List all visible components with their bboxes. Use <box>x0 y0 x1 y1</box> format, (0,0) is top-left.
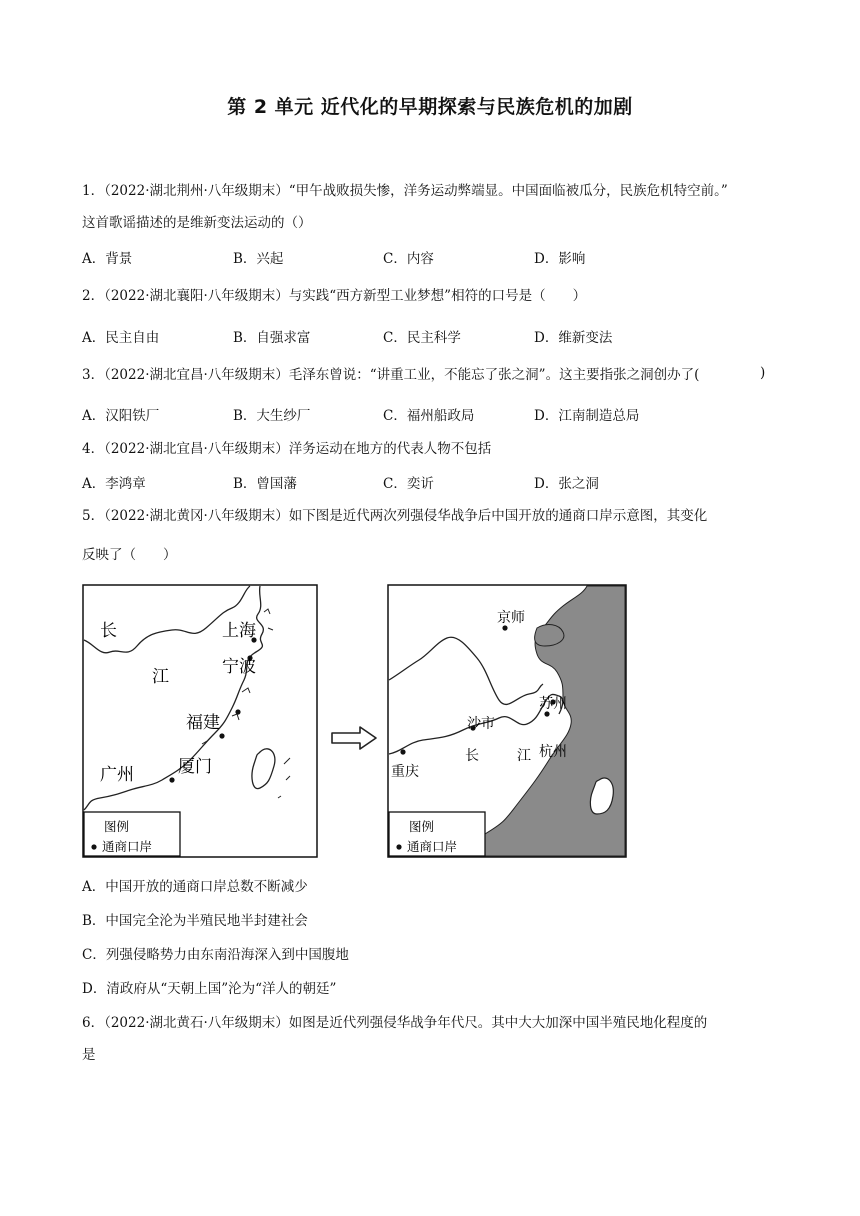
port-xiamen-dot <box>219 733 224 738</box>
option-b[interactable]: B．自强求富 <box>233 330 311 346</box>
question-3-stem: 3．（2022·湖北宜昌·八年级期末）毛泽东曾说：“讲重工业，不能忘了张之洞”。这主要指张之洞创办了( <box>82 367 700 383</box>
question-2-stem: 2．（2022·湖北襄阳·八年级期末）与实践“西方新型工业梦想”相符的口号是（ ） <box>82 288 587 304</box>
map-label: 长 <box>100 621 117 641</box>
option-d[interactable]: D．维新变法 <box>534 330 613 346</box>
port-hangzhou-dot <box>544 711 549 716</box>
question-1-stem: 1．（2022·湖北荆州·八年级期末）“甲午战败损失惨，洋务运动弊端显。中国面临被瓜分，民族危机特空前。” <box>82 183 728 199</box>
option-d[interactable]: D．江南制造总局 <box>534 408 640 424</box>
map-after <box>387 584 627 858</box>
legend-title: 图例 <box>104 819 130 834</box>
question-6-stem: 6．（2022·湖北黄石·八年级期末）如图是近代列强侵华战争年代尺。其中大大加深中国半殖民地化程度的 <box>82 1015 708 1031</box>
option-c[interactable]: C．奕䜣 <box>383 476 434 492</box>
option-d[interactable]: D．影响 <box>534 251 586 267</box>
map-label: 江 <box>517 748 531 764</box>
legend-item: 通商口岸 <box>102 839 153 854</box>
map-label: 重庆 <box>391 764 419 780</box>
map-label: 厦门 <box>178 757 212 777</box>
port-fuzhou-dot <box>235 709 240 714</box>
question-4-options <box>82 472 782 492</box>
question-5-stem-cont: 反映了（ ） <box>82 547 177 563</box>
map-label: 江 <box>152 667 169 687</box>
option-a[interactable]: A．李鸿章 <box>82 476 146 492</box>
option-c[interactable]: C．民主科学 <box>383 330 461 346</box>
map-label: 沙市 <box>467 716 495 732</box>
map-label: 上海 <box>222 621 256 641</box>
map-label: 杭州 <box>539 744 567 760</box>
option-d[interactable]: D．张之洞 <box>534 476 599 492</box>
page-title: 第 2 单元 近代化的早期探索与民族危机的加剧 <box>227 96 633 118</box>
map-label: 宁波 <box>222 657 256 677</box>
option-b[interactable]: B．大生纱厂 <box>233 408 311 424</box>
legend-title: 图例 <box>409 819 435 834</box>
map-label: 京师 <box>497 610 525 626</box>
legend-dot <box>91 844 96 849</box>
option-b[interactable]: B．兴起 <box>233 251 284 267</box>
port-guangzhou-dot <box>169 777 174 782</box>
option-a[interactable]: A．汉阳铁厂 <box>82 408 160 424</box>
port-chongqing-dot <box>400 749 405 754</box>
question-4-stem: 4．（2022·湖北宜昌·八年级期末）洋务运动在地方的代表人物不包括 <box>82 441 492 457</box>
legend-dot <box>396 844 401 849</box>
question-1-stem-cont: 这首歌谣描述的是维新变法运动的（） <box>82 215 312 231</box>
option-a[interactable]: A．民主自由 <box>82 330 160 346</box>
map-before <box>82 584 318 858</box>
option-b[interactable]: B．曾国藩 <box>233 476 297 492</box>
map-label: 长 <box>465 748 479 764</box>
right-arrow-icon <box>330 725 378 751</box>
port-jingshi-dot <box>502 625 507 630</box>
question-5-option-d[interactable]: D．清政府从“天朝上国”沦为“洋人的朝廷” <box>82 981 337 997</box>
question-5-option-c[interactable]: C．列强侵略势力由东南沿海深入到中国腹地 <box>82 947 349 963</box>
question-3-options <box>82 404 782 424</box>
question-2-options <box>82 326 782 346</box>
legend-item: 通商口岸 <box>407 839 458 854</box>
map-label: 苏州 <box>539 696 567 712</box>
map-label: 福建 <box>186 713 220 733</box>
map-label: 广州 <box>100 765 134 785</box>
question-5-option-b[interactable]: B．中国完全沦为半殖民地半封建社会 <box>82 913 308 929</box>
option-c[interactable]: C．内容 <box>383 251 434 267</box>
question-1-options <box>82 247 782 267</box>
question-5-stem: 5．（2022·湖北黄冈·八年级期末）如下图是近代两次列强侵华战争后中国开放的通商口岸示意图，其变化 <box>82 508 708 524</box>
option-a[interactable]: A．背景 <box>82 251 133 267</box>
question-5-option-a[interactable]: A．中国开放的通商口岸总数不断减少 <box>82 879 308 895</box>
question-6-stem-cont: 是 <box>82 1047 96 1063</box>
option-c[interactable]: C．福州船政局 <box>383 408 475 424</box>
question-3-paren: ) <box>760 365 766 381</box>
